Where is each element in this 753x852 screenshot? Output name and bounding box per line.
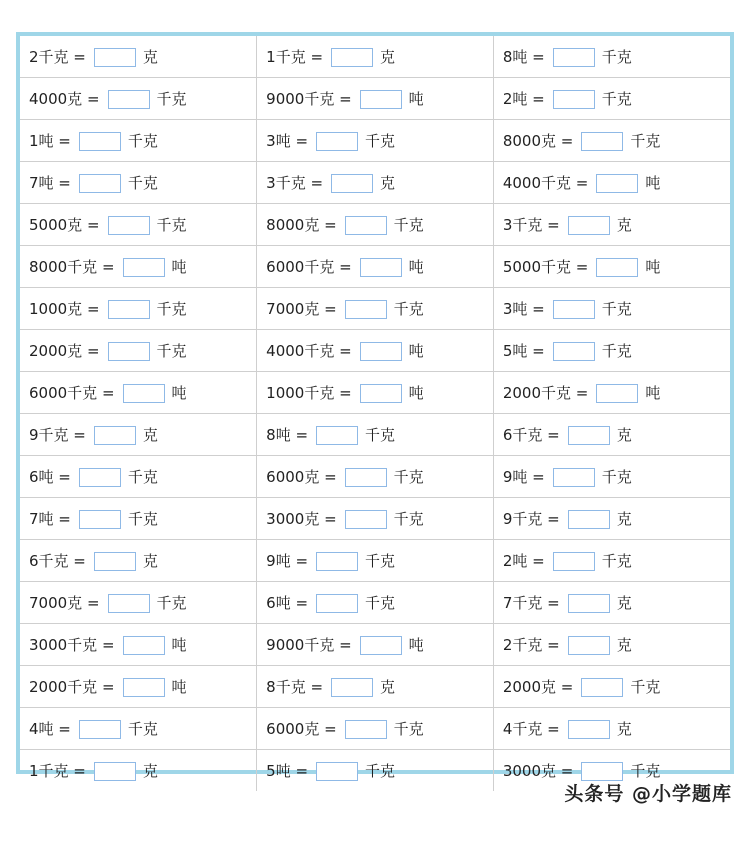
problem-question: 6千克 = [502,426,560,444]
problem-question: 9千克 = [29,426,86,444]
problem-question: 1千克 = [29,762,86,780]
problem-cell [20,624,257,666]
answer-box[interactable] [123,678,165,697]
answer-unit: 千克 [365,552,396,570]
answer-unit: 克 [142,552,158,570]
problem-cell [257,204,494,246]
problem-cell [493,708,730,750]
answer-box[interactable] [316,426,358,445]
answer-unit: 吨 [645,258,661,276]
problem-question: 7吨 = [29,510,71,528]
answer-unit: 克 [616,636,632,654]
problem-question: 2吨 = [502,90,545,108]
problem-cell [20,288,257,330]
problem-cell [20,78,257,120]
answer-unit: 千克 [393,510,424,528]
answer-unit: 克 [616,510,632,528]
answer-unit: 千克 [127,468,158,486]
table-row [20,666,730,708]
problem-cell [20,330,257,372]
answer-box[interactable] [553,300,595,319]
answer-unit: 克 [616,216,632,234]
answer-unit: 千克 [601,468,632,486]
problem-cell [257,498,494,540]
problem-question: 8000千克 = [29,258,115,276]
problem-question: 6000克 = [266,720,337,738]
problem-cell [20,414,257,456]
answer-unit: 克 [142,426,158,444]
problem-question: 5吨 = [266,762,309,780]
answer-box[interactable] [360,90,402,109]
answer-box[interactable] [553,342,595,361]
problem-cell [257,36,494,78]
table-row [20,204,730,246]
problem-question: 1000克 = [29,300,100,318]
problem-cell [20,540,257,582]
problem-question: 9千克 = [502,510,560,528]
answer-unit: 克 [616,594,632,612]
answer-box[interactable] [345,468,387,487]
answer-box[interactable] [553,90,595,109]
answer-unit: 千克 [601,552,632,570]
problem-cell [20,708,257,750]
problem-question: 2000克 = [29,342,100,360]
answer-box[interactable] [568,426,610,445]
problem-cell [493,666,730,708]
problem-question: 9吨 = [266,552,309,570]
problem-cell [493,414,730,456]
problem-question: 3吨 = [502,300,545,318]
answer-box[interactable] [360,342,402,361]
conversion-table [20,36,730,791]
problem-cell [493,624,730,666]
problem-question: 7000克 = [266,300,337,318]
problem-question: 2千克 = [29,48,86,66]
answer-box[interactable] [79,510,121,529]
problem-question: 7000克 = [29,594,100,612]
problem-question: 8吨 = [266,426,309,444]
problem-cell [257,540,494,582]
problem-question: 5000千克 = [502,258,589,276]
answer-unit: 千克 [601,48,632,66]
answer-box[interactable] [345,510,387,529]
answer-unit: 吨 [171,384,187,402]
problem-cell [257,582,494,624]
answer-box[interactable] [331,678,373,697]
problem-question: 8000克 = [502,132,574,150]
problem-cell [20,36,257,78]
answer-box[interactable] [79,132,121,151]
answer-box[interactable] [553,48,595,67]
problem-cell [493,456,730,498]
worksheet [16,32,734,780]
answer-unit: 千克 [393,468,424,486]
answer-unit: 吨 [408,342,424,360]
answer-box[interactable] [360,258,402,277]
problem-question: 5吨 = [502,342,545,360]
problem-cell [493,120,730,162]
answer-unit: 千克 [127,720,158,738]
answer-unit: 千克 [601,90,632,108]
problem-cell [20,582,257,624]
problem-question: 2000千克 = [29,678,115,696]
answer-unit: 千克 [365,762,396,780]
problem-cell [493,78,730,120]
answer-box[interactable] [596,258,638,277]
answer-unit: 千克 [393,216,424,234]
problem-question: 8千克 = [266,678,324,696]
answer-unit: 千克 [365,594,396,612]
problem-cell [493,204,730,246]
problem-question: 4000克 = [29,90,100,108]
table-row [20,414,730,456]
answer-box[interactable] [123,636,165,655]
problem-cell [493,246,730,288]
answer-unit: 千克 [393,300,424,318]
answer-box[interactable] [94,48,136,67]
answer-box[interactable] [568,720,610,739]
table-row [20,330,730,372]
answer-unit: 吨 [408,258,424,276]
answer-box[interactable] [94,762,136,781]
problem-cell [493,36,730,78]
answer-unit: 千克 [630,678,661,696]
problem-question: 4吨 = [29,720,71,738]
problem-cell [493,498,730,540]
answer-unit: 千克 [630,762,661,780]
table-row [20,372,730,414]
problem-cell [257,162,494,204]
problem-cell [20,120,257,162]
problem-question: 2吨 = [502,552,545,570]
problem-question: 4000千克 = [266,342,352,360]
problem-cell [20,204,257,246]
answer-box[interactable] [79,468,121,487]
problem-cell [257,456,494,498]
answer-unit: 千克 [393,720,424,738]
answer-unit: 克 [380,174,396,192]
answer-unit: 千克 [127,132,158,150]
answer-unit: 千克 [156,342,187,360]
problem-cell [493,162,730,204]
problem-cell [257,750,494,792]
answer-unit: 克 [142,762,158,780]
problem-cell [257,78,494,120]
answer-box[interactable] [568,216,610,235]
answer-unit: 吨 [171,258,187,276]
answer-box[interactable] [108,90,150,109]
problem-question: 6000千克 = [29,384,115,402]
answer-unit: 千克 [365,426,396,444]
answer-unit: 千克 [601,300,632,318]
problem-cell [257,288,494,330]
answer-box[interactable] [568,510,610,529]
problem-cell [493,288,730,330]
answer-unit: 吨 [408,384,424,402]
problem-question: 6吨 = [266,594,309,612]
problem-cell [20,162,257,204]
answer-box[interactable] [345,720,387,739]
answer-box[interactable] [94,552,136,571]
problem-question: 3000克 = [266,510,337,528]
table-row [20,708,730,750]
problem-cell [20,750,257,792]
problem-question: 3吨 = [266,132,309,150]
problem-question: 1000千克 = [266,384,352,402]
problem-question: 3千克 = [502,216,560,234]
problem-question: 8000克 = [266,216,337,234]
problem-cell [493,330,730,372]
answer-unit: 吨 [171,678,187,696]
problem-cell [257,414,494,456]
problem-cell [20,456,257,498]
problem-cell [493,540,730,582]
problem-question: 2000千克 = [502,384,589,402]
table-row [20,540,730,582]
table-row [20,456,730,498]
problem-question: 7吨 = [29,174,71,192]
answer-unit: 千克 [630,132,661,150]
answer-box[interactable] [553,468,595,487]
table-row [20,624,730,666]
answer-box[interactable] [79,720,121,739]
answer-box[interactable] [596,174,638,193]
problem-cell [257,120,494,162]
answer-unit: 吨 [645,174,661,192]
problem-question: 9000千克 = [266,90,352,108]
problem-question: 4千克 = [502,720,560,738]
problem-cell [257,372,494,414]
answer-box[interactable] [123,258,165,277]
answer-unit: 千克 [156,300,187,318]
answer-box[interactable] [94,426,136,445]
table-row [20,246,730,288]
answer-box[interactable] [331,174,373,193]
answer-unit: 克 [380,48,396,66]
table-row [20,288,730,330]
answer-unit: 千克 [127,510,158,528]
problem-cell [257,666,494,708]
answer-unit: 吨 [408,636,424,654]
answer-unit: 吨 [645,384,661,402]
answer-box[interactable] [360,636,402,655]
problem-question: 2千克 = [502,636,560,654]
problem-question: 3000克 = [502,762,574,780]
problem-question: 6吨 = [29,468,71,486]
problem-cell [20,666,257,708]
answer-unit: 克 [616,426,632,444]
answer-box[interactable] [108,594,150,613]
problem-question: 8吨 = [502,48,545,66]
problem-cell [20,246,257,288]
answer-box[interactable] [108,216,150,235]
answer-box[interactable] [553,552,595,571]
problem-question: 1千克 = [266,48,324,66]
problem-question: 3000千克 = [29,636,115,654]
answer-box[interactable] [581,132,623,151]
answer-box[interactable] [108,300,150,319]
answer-box[interactable] [581,678,623,697]
answer-unit: 吨 [171,636,187,654]
answer-box[interactable] [596,384,638,403]
problem-question: 4000千克 = [502,174,589,192]
answer-box[interactable] [316,552,358,571]
answer-unit: 千克 [156,90,187,108]
answer-box[interactable] [79,174,121,193]
answer-box[interactable] [345,216,387,235]
answer-unit: 克 [380,678,396,696]
answer-box[interactable] [568,594,610,613]
answer-box[interactable] [316,594,358,613]
answer-box[interactable] [316,132,358,151]
answer-box[interactable] [316,762,358,781]
table-row [20,582,730,624]
answer-unit: 千克 [156,594,187,612]
problem-question: 9000千克 = [266,636,352,654]
problem-cell [20,498,257,540]
table-row [20,162,730,204]
answer-unit: 千克 [365,132,396,150]
problem-question: 5000克 = [29,216,100,234]
answer-box[interactable] [345,300,387,319]
problem-question: 3千克 = [266,174,324,192]
problem-question: 6000克 = [266,468,337,486]
problem-cell [257,624,494,666]
answer-unit: 克 [616,720,632,738]
answer-unit: 千克 [601,342,632,360]
problem-cell [257,708,494,750]
answer-unit: 千克 [156,216,187,234]
watermark-credit: 头条号 @小学题库 [564,783,732,805]
answer-box[interactable] [108,342,150,361]
answer-unit: 吨 [408,90,424,108]
problem-question: 2000克 = [502,678,574,696]
answer-box[interactable] [123,384,165,403]
answer-box[interactable] [568,636,610,655]
problem-cell [20,372,257,414]
table-row [20,78,730,120]
answer-unit: 克 [142,48,158,66]
answer-box[interactable] [360,384,402,403]
answer-unit: 千克 [127,174,158,192]
problem-question: 6千克 = [29,552,86,570]
problem-cell [493,582,730,624]
problem-question: 7千克 = [502,594,560,612]
problem-cell [257,246,494,288]
problem-question: 6000千克 = [266,258,352,276]
table-row [20,36,730,78]
problem-cell [257,330,494,372]
problem-question: 1吨 = [29,132,71,150]
answer-box[interactable] [331,48,373,67]
problem-cell [493,372,730,414]
table-row [20,120,730,162]
table-row [20,498,730,540]
problem-question: 9吨 = [502,468,545,486]
